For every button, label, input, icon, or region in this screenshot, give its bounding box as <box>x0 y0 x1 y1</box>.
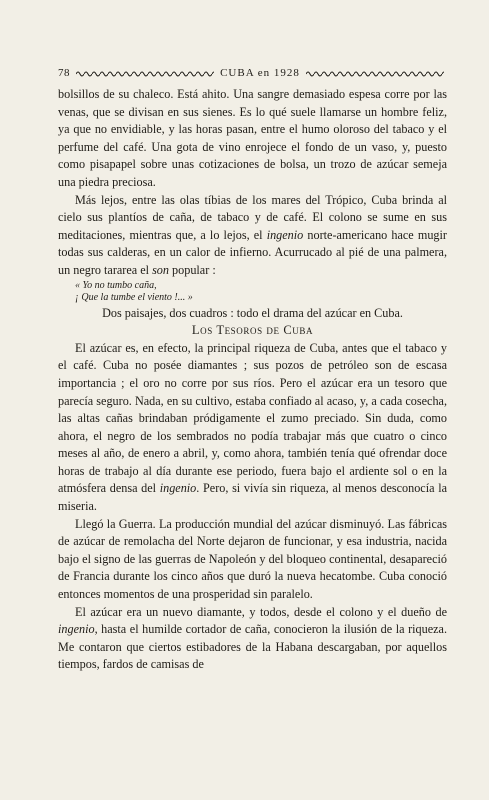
wavy-rule-right <box>306 69 444 77</box>
paragraph-cuba-landscape: Más lejos, entre las olas tíbias de los mares del Trópico, Cuba brinda al cielo sus plantíos de caña, de tabaco y de café. El colono se sume en sus meditaciones, mientras que, a lo lejos, el ingenio norte-americano hace mugir todas sus calderas, en un calor de infierno. Acurrucado al pié de una palmera, un negro tararea el son popular : <box>58 192 447 277</box>
page-header <box>58 66 444 80</box>
running-title: CUBA en 1928 <box>220 67 300 79</box>
paragraph-continuation: bolsillos de su chaleco. Está ahito. Una sangre demasiado espesa corre por las venas, que se divisan en sus sienes. Es lo qué suele llamarse un hombre feliz, ya que no envidiable, y las horas pasan, entre el humo oloroso del tabaco y el perfume del café. Una gota de vino enrojece el fondo de un vaso, y, puesto como pisapapel sobre unas cotizaciones de bolsa, un trozo de azúcar semeja una piedra preciosa. <box>58 87 447 189</box>
page-number: 78 <box>58 67 70 79</box>
section-heading: Los Tesoros de Cuba <box>191 323 314 338</box>
verse-line-2: ¡ Que la tumbe el viento !... » <box>75 292 193 304</box>
paragraph-two-landscapes: Dos paisajes, dos cuadros : todo el drama del azúcar en Cuba. <box>102 305 403 320</box>
page-body <box>58 86 447 674</box>
paragraph-war: Llegó la Guerra. La producción mundial del azúcar disminuyó. Las fábricas de azúcar de remolacha del Norte dejaron de funcionar, y esa industria, nacida bajo el signo de las guerras de Napoleón y del bloqueo continental, desapareció de Francia durante los cinco años que duró la nueva hecatombe. Cuba conoció entonces momentos de una prosperidad sin paralelo. <box>58 516 447 602</box>
verse-line-1: « Yo no tumbo caña, <box>75 279 157 291</box>
wavy-rule-left <box>76 69 214 77</box>
paragraph-sugar-wealth: El azúcar es, en efecto, la principal riqueza de Cuba, antes que el tabaco y el café. Cuba no posée diamantes ; sus pozos de petróleo son de escasa importancia ; el oro no corre por sus ríos. Pero el azúcar era un tesoro que parecía seguro. Nada, en su cultivo, estaba confiado al acaso, y, a cada cosecha, las altas cañas brindaban pródigamente el zumo preciado. Sin duda, como ahora, el negro de los sembrados no podía trabajar más que cuatro o cinco meses al año, de enero a abril, y, como ahora, también tenía qué ofrendar doce horas de trabajo al día durante ese periodo, fuera bajo el ardiente sol o en la atmósfera densa del ingenio. Pero, si vivía sin riqueza, al menos desconocía la miseria. <box>58 340 447 514</box>
paragraph-new-diamond: El azúcar era un nuevo diamante, y todos, desde el colono y el dueño de ingenio, hasta el humilde cortador de caña, conocieron la ilusión de la riqueza. Me contaron que ciertos estibadores de la Habana descargaban, por aquellos tiempos, fardos de camisas de <box>58 604 447 672</box>
